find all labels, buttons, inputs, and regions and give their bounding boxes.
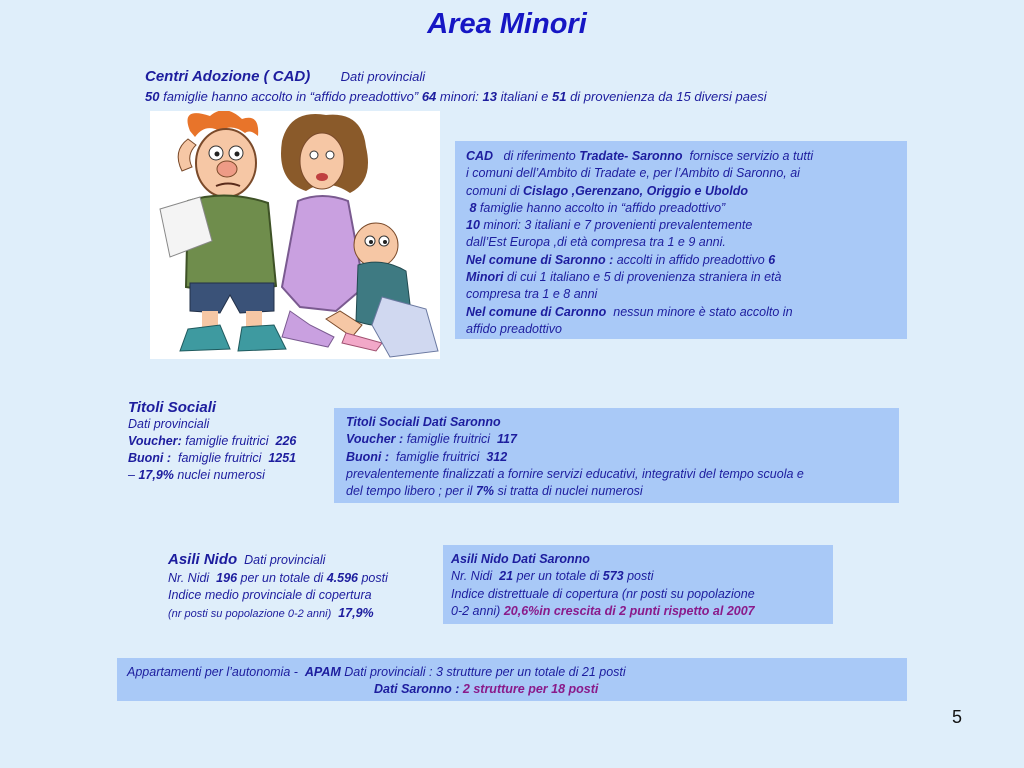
cad-foreign-count: 51 — [551, 89, 567, 104]
titoli-box-voucher-line — [346, 431, 899, 448]
asili-box-nidi-line — [451, 568, 833, 585]
cad-box-line-7 — [466, 252, 907, 269]
asili-note: (nr posti su popolazione 0-2 anni) — [168, 607, 332, 620]
titoli-heading: Titoli Sociali — [128, 399, 217, 416]
cad-box-line-3 — [466, 183, 907, 200]
apam-line-2 — [127, 681, 907, 698]
cad-italians-text: italiani e — [500, 89, 549, 104]
titoli-box-percent: 7% — [475, 484, 495, 499]
asili-box-text: 0-2 anni) — [451, 603, 501, 618]
asili-text: per un totale di — [240, 570, 324, 585]
titoli-box-buoni-count: 312 — [486, 449, 508, 464]
titoli-provinciali — [128, 399, 296, 484]
cad-italians-count: 13 — [482, 89, 498, 104]
cad-box-text: di cui 1 italiano e 5 di provenienza straniera in età — [506, 270, 782, 285]
apam-label: APAM — [304, 665, 341, 679]
family-cartoon-image — [150, 111, 440, 359]
cad-minors-text: minori: — [439, 89, 479, 104]
titoli-saronno-box — [334, 408, 899, 503]
titoli-voucher-line — [128, 433, 296, 450]
titoli-percent-text: nuclei numerosi — [177, 468, 265, 482]
asili-text: Nr. Nidi — [168, 570, 210, 585]
titoli-box-buoni-text: famiglie fruitrici — [396, 449, 480, 464]
cad-box-line-8 — [466, 269, 907, 286]
titoli-voucher-count: 226 — [275, 434, 297, 448]
cad-minors-count: 64 — [421, 89, 437, 104]
titoli-box-buoni-label: Buoni : — [346, 449, 390, 464]
page-title: Area Minori — [427, 8, 587, 40]
titoli-box-voucher-colon: : — [399, 432, 404, 447]
apam-saronno-label: Dati Saronno : — [374, 682, 460, 697]
asili-heading-line — [168, 551, 388, 570]
apam-box — [117, 658, 907, 701]
titoli-percent-line — [128, 467, 296, 484]
titoli-box-line-4: prevalentemente finalizzati a fornire servizi educativi, integrativi del tempo scuola e — [346, 466, 804, 481]
cad-summary-line — [145, 88, 767, 105]
cad-box-line-4 — [466, 200, 907, 217]
cad-box-line-5 — [466, 217, 907, 234]
cad-box-saronno-count: 6 — [768, 252, 776, 267]
asili-text: posti — [361, 570, 388, 585]
cad-box-line-10 — [466, 304, 907, 321]
titoli-subheading: Dati provinciali — [128, 417, 210, 431]
cad-label: CAD — [466, 149, 494, 163]
asili-subheading: Dati provinciali — [244, 553, 326, 567]
family-cartoon-icon — [150, 111, 440, 359]
cad-box-location: Tradate- Saronno — [579, 149, 683, 163]
apam-saronno-value: 2 strutture per 18 posti — [462, 682, 599, 697]
asili-nidi-count: 196 — [216, 570, 238, 585]
cad-info-box — [455, 141, 907, 339]
titoli-box-text: si tratta di nuclei numerosi — [497, 484, 643, 499]
asili-box-heading: Asili Nido Dati Saronno — [451, 552, 590, 566]
asili-nidi-line — [168, 570, 388, 588]
titoli-voucher-text: famiglie fruitrici — [185, 434, 269, 448]
asili-box-text: posti — [627, 569, 654, 584]
asili-percent: 17,9% — [338, 605, 374, 620]
asili-box-nidi-count: 21 — [499, 569, 514, 584]
titoli-voucher-label: Voucher — [128, 434, 178, 448]
cad-box-text: di riferimento — [503, 149, 576, 163]
titoli-buoni-line — [128, 450, 296, 467]
titoli-box-heading: Titoli Sociali Dati Saronno — [346, 415, 501, 429]
cad-box-text: accolti in affido preadottivo — [616, 252, 765, 267]
cad-box-minors-count: 10 — [466, 218, 480, 233]
cad-box-line-6: dall’Est Europa ,di età compresa tra 1 e 9 anni. — [466, 235, 726, 250]
asili-index-line: Indice medio provinciale di copertura — [168, 588, 372, 602]
cad-box-text: famiglie hanno accolto in “affido preadottivo” — [479, 200, 726, 215]
titoli-box-voucher-count: 117 — [497, 432, 517, 447]
titoli-buoni-label: Buoni : — [128, 451, 172, 465]
asili-box-posti-count: 573 — [602, 569, 624, 584]
cad-box-line-2: i comuni dell’Ambito di Tradate e, per l’Ambito di Saronno, ai — [466, 166, 800, 181]
cad-families-text: famiglie hanno accolto in “affido preadottivo” — [163, 89, 419, 104]
asili-box-text: Nr. Nidi — [451, 569, 493, 584]
titoli-voucher-colon: : — [177, 434, 182, 448]
asili-box-index-line: Indice distrettuale di copertura (nr posti su popolazione — [451, 586, 755, 601]
asili-posti-count: 4.596 — [326, 570, 358, 585]
apam-text: Dati provinciali : 3 strutture per un totale di 21 posti — [344, 665, 626, 679]
asili-heading: Asili Nido — [168, 551, 238, 568]
titoli-box-buoni-line — [346, 449, 899, 466]
cad-box-text: nessun minore è stato accolto in — [613, 304, 793, 319]
asili-box-text: per un totale di — [516, 569, 600, 584]
cad-box-saronno-label: Nel comune di Saronno : — [466, 252, 614, 267]
cad-families-count: 50 — [145, 89, 160, 104]
asili-provinciali — [168, 551, 388, 623]
titoli-percent: 17,9% — [138, 468, 174, 482]
cad-box-text: comuni di — [466, 183, 520, 198]
titoli-buoni-text: famiglie fruitrici — [178, 451, 262, 465]
cad-box-line-11: affido preadottivo — [466, 321, 562, 336]
cad-box-line-9: compresa tra 1 e 8 anni — [466, 287, 598, 302]
titoli-box-voucher-label: Voucher — [346, 432, 396, 447]
cad-heading: Centri Adozione ( CAD) — [145, 68, 311, 85]
asili-saronno-box — [443, 545, 833, 624]
asili-box-percent-line — [451, 603, 833, 620]
titoli-dash: – — [128, 468, 135, 482]
titoli-box-line-5 — [346, 483, 899, 500]
cad-box-text: minori: 3 italiani e 7 provenienti prevalentemente — [483, 218, 753, 233]
apam-line-1 — [127, 664, 907, 681]
cad-box-caronno-label: Nel comune di Caronno — [466, 304, 607, 319]
cad-box-text: fornisce servizio a tutti — [689, 149, 814, 163]
apam-text: Appartamenti per l’autonomia - — [127, 665, 298, 679]
cad-box-minori-label: Minori — [466, 270, 504, 285]
cad-box-towns: Cislago ,Gerenzano, Origgio e Uboldo — [522, 183, 749, 198]
titoli-box-voucher-text: famiglie fruitrici — [406, 432, 491, 447]
cad-box-families-count: 8 — [469, 200, 477, 215]
cad-foreign-text: di provenienza da 15 diversi paesi — [570, 89, 767, 104]
cad-box-line-1 — [466, 148, 907, 165]
cad-heading-line — [145, 68, 425, 85]
cad-subheading: Dati provinciali — [340, 69, 426, 84]
asili-box-growth: 20,6%in crescita di 2 punti rispetto al 2007 — [503, 603, 755, 618]
page-number: 5 — [951, 707, 962, 727]
asili-percent-line — [168, 605, 388, 624]
titoli-box-text: del tempo libero ; per il — [346, 484, 473, 499]
titoli-buoni-count: 1251 — [268, 451, 297, 465]
